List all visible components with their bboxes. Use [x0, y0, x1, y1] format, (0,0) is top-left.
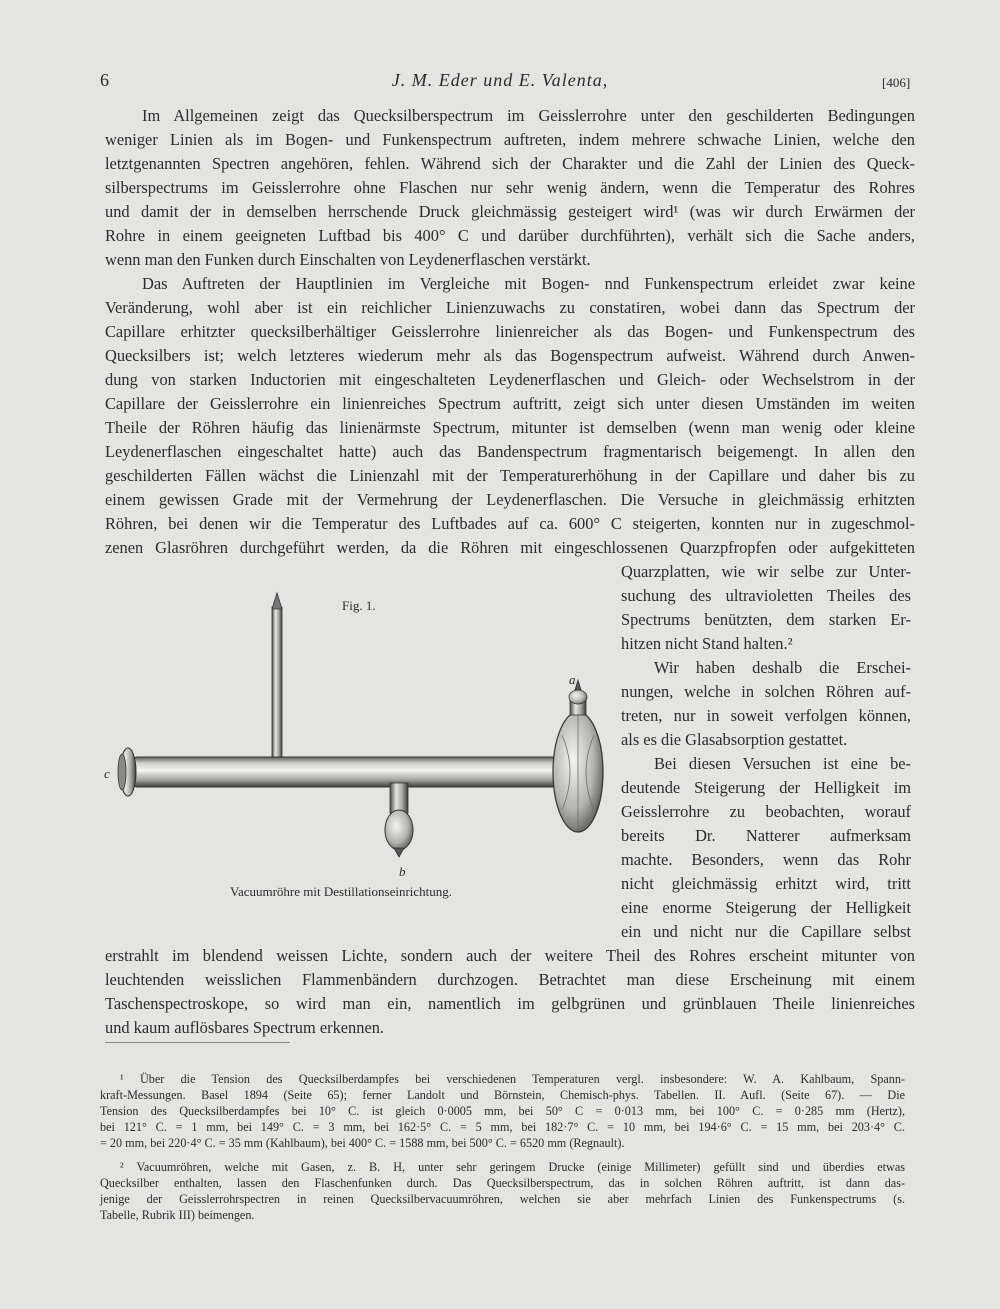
text-line: einem gewissen Grade mit der Vermehrung der Leydenerflaschen. Die Versuche in gleichmässig erhitzten [105, 490, 915, 509]
text-line: Quecksilbers ist; welch letzteres wiederum mehr als das Bogenspectrum aufweist. Während durch Anwen- [105, 346, 915, 365]
text-line: deutende Steigerung der Helligkeit im [621, 778, 911, 797]
footnote-line: jenige der Geisslerrohrspectren in reinen Quecksilbervacuumröhren, welchen sie aber mehrfach Linien des Funkenspectrums (s. [100, 1192, 905, 1206]
text-line: leuchtenden weisslichen Flammenbändern durchzogen. Betrachtet man diese Erscheinung mit einem [105, 970, 915, 989]
footnote-line: bei 121° C. = 1 mm, bei 149° C. = 3 mm, bei 162·5° C. = 5 mm, bei 182·7° C. = 10 mm, bei 194·6° C. = 15 mm, bei 203·4° C. [100, 1120, 905, 1134]
text-line: ein und nicht nur die Capillare selbst [621, 922, 911, 941]
text-line: geschilderten Fällen wächst die Linienzahl mit der Temperaturerhöhung in der Capillare und daher bis zu [105, 466, 915, 485]
text-line: Spectrums benützten, dem starken Er- [621, 610, 911, 629]
text-line: Quarzplatten, wie wir selbe zur Unter- [621, 562, 911, 581]
figure-label: Fig. 1. [342, 598, 376, 613]
text-line: Leydenerflaschen eingeschaltet hatte) auch das Bandenspectrum fragmentarisch beigemengt. In allen den [105, 442, 915, 461]
text-line: Bei diesen Versuchen ist eine be- [654, 754, 911, 773]
text-line: Geisslerrohre zu beobachten, worauf [621, 802, 911, 821]
footnote-line: Quecksilber enthalten, lassen den Flaschenfunken durch. Das Quecksilberspectrum, das in solchen Röhren auftritt, ist dann das- [100, 1176, 905, 1190]
text-line: treten, nur in soweit verfolgen können, [621, 706, 911, 725]
text-line: Veränderung, wohl aber ist ein reichlicher Linienzuwachs zu constatiren, wobei dann das Spectrum der [105, 298, 915, 317]
figure-letter-c: c [104, 766, 110, 781]
footnote-line: Tension des Quecksilberdampfes bei 10° C. ist gleich 0·0005 mm, bei 50° C = 0·013 mm, bei 100° C. = 0·285 mm (Hertz), [100, 1104, 905, 1118]
text-line: silberspectrums im Geisslerrohre ohne Flaschen nur sehr wenig ändern, wenn die Temperatur des Rohres [105, 178, 915, 197]
text-line: Theile der Röhren häufig das linienärmste Spectrum, mitunter ist demselben (wenn man wenig oder kleine [105, 418, 915, 437]
text-line: als es die Glasabsorption gestattet. [621, 730, 848, 749]
text-line: nicht gleichmässig erhitzt wird, tritt [621, 874, 911, 893]
text-line: Das Auftreten der Hauptlinien im Vergleiche mit Bogen- nnd Funkenspectrum erleidet zwar keine [142, 274, 915, 293]
text-line: Taschenspectroskope, so wird man ein, namentlich im gelbgrünen und grünblauen Theile linienreiches [105, 994, 915, 1013]
text-line: und damit der in demselben herrschende Druck gleichmässig gesteigert wird¹ (was wir durch Erwärmen der [105, 202, 915, 221]
text-line: letztgenannten Spectren angehören, fehlen. Während sich der Charakter und die Zahl der Linien des Queck- [105, 154, 915, 173]
footnote-line: = 20 mm, bei 220·4° C. = 35 mm (Kahlbaum), bei 400° C. = 1588 mm, bei 500° C. = 6520 mm (Regnault). [100, 1136, 625, 1150]
footnote-line: ¹ Über die Tension des Quecksilberdampfes bei verschiedenen Temperaturen vergl. insbesondere: W. A. Kahlbaum, Spann- [120, 1072, 905, 1086]
text-line: hitzen nicht Stand halten.² [621, 634, 793, 653]
text-line: Wir haben deshalb die Erschei- [654, 658, 911, 677]
text-line: eine enorme Steigerung der Helligkeit [621, 898, 911, 917]
figure-caption: Vacuumröhre mit Destillationseinrichtung. [230, 884, 453, 899]
running-head: J. M. Eder und E. Valenta, [391, 70, 609, 90]
page-reference: [406] [882, 75, 911, 90]
text-line: suchung des ultravioletten Theiles des [621, 586, 911, 605]
text-line: Im Allgemeinen zeigt das Quecksilberspectrum im Geisslerrohre unter den geschilderten Bedingungen [142, 106, 915, 125]
footnote-line: ² Vacuumröhren, welche mit Gasen, z. B. H, unter sehr geringem Drucke (einige Millimeter) gefüllt sind und überdies etwas [120, 1160, 905, 1174]
footnote-line: kraft-Messungen. Basel 1894 (Seite 65); ferner Landolt und Börnstein, Chemisch-phys. Tabellen. II. Aufl. (Seite 67). — Die [100, 1088, 905, 1102]
text-line: Capillare der Geisslerrohre ein linienreiches Spectrum auftritt, zeigt sich unter diesen Umständen im weiten [105, 394, 915, 413]
text-line: dung von starken Inductorien mit eingeschalteten Leydenerflaschen und Gleich- oder Wechselstrom in der [105, 370, 915, 389]
text-line: weniger Linien als im Bogen- und Funkenspectrum auftreten, indem mehrere schwache Linien, welche den [105, 130, 915, 149]
footnote-line: Tabelle, Rubrik III) beimengen. [100, 1208, 255, 1222]
text-line: nungen, welche in solchen Röhren auf- [621, 682, 911, 701]
footnote-divider [105, 1042, 290, 1043]
figure-letter-b: b [399, 864, 406, 879]
vacuum-tube-illustration [100, 585, 620, 870]
text-line: Röhren, bei denen wir die Temperatur des Luftbades auf ca. 600° C steigerten, konnten nur in zugeschmol- [105, 514, 915, 533]
text-line: Rohre in einem geeigneten Luftbad bis 400° C und darüber durchführten), verhält sich die Sache anders, [105, 226, 915, 245]
text-line: bereits Dr. Natterer aufmerksam [621, 826, 911, 845]
text-line: und kaum auflösbares Spectrum erkennen. [105, 1018, 385, 1037]
text-line: erstrahlt im blendend weissen Lichte, sondern auch der weitere Theil des Rohres erscheint mitunter von [105, 946, 915, 965]
page-number: 6 [100, 70, 109, 90]
figure-letter-a: a [569, 672, 576, 687]
text-line: Capillare erhitzter quecksilberhältiger Geisslerrohre linienreicher als das Bogen- und Funkenspectrum des [105, 322, 915, 341]
text-line: machte. Besonders, wenn das Rohr [621, 850, 911, 869]
text-line: wenn man den Funken durch Einschalten von Leydenerflaschen verstärkt. [105, 250, 591, 269]
text-line: zenen Glasröhren durchgeführt werden, da die Röhren mit eingeschlossenen Quarzpfropfen oder aufgekitteten [105, 538, 915, 557]
